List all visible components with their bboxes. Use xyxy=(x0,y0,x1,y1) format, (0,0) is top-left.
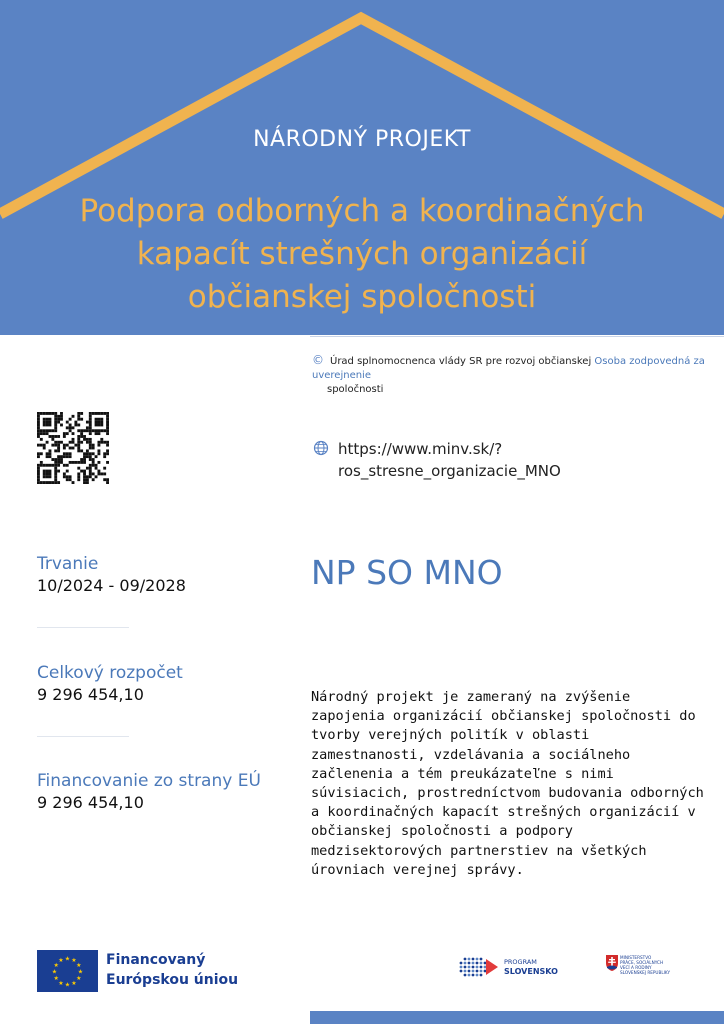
duration-label: Trvanie xyxy=(37,554,99,574)
title-line: Podpora odborných a koordinačných xyxy=(79,193,645,229)
svg-text:★: ★ xyxy=(71,979,77,987)
kicker-label: NÁRODNÝ PROJEKT xyxy=(253,127,471,152)
project-description: Národný projekt je zameraný na zvýšenie zapojenia organizácií občianskej spoločnosti do tvorby verejných politík v oblasti zamestnanosti, vzdelávania a sociálneho začlenenia a tém preukázateľne s nimi súvisiacich, prostredníctvom budovania odborných a koordinačných kapacít strešných organizácií v občianskej spoločnosti a podpory medzisektorových partnerstiev na všetkých úrovniach verejnej správy. xyxy=(311,689,704,878)
eu-funding-label: Financovanie zo strany EÚ xyxy=(37,771,261,791)
project-title xyxy=(40,190,684,319)
budget-value: 9 296 454,10 xyxy=(37,685,144,704)
budget-label: Celkový rozpočet xyxy=(37,663,183,683)
eu-funding-logo-text xyxy=(106,950,238,990)
program-slovensko-logo-icon xyxy=(458,955,502,981)
eu-flag-icon xyxy=(37,950,98,992)
ministry-line: VECÍ A RODINY xyxy=(620,965,652,970)
copyright-icon: © xyxy=(312,353,324,367)
website-url[interactable]: https://www.minv.sk/? xyxy=(338,440,503,458)
ministry-text xyxy=(620,955,680,975)
ministry-line: MINISTERSTVO xyxy=(620,955,652,960)
svg-text:★: ★ xyxy=(51,968,58,976)
svg-text:★: ★ xyxy=(77,968,84,976)
bottom-bar xyxy=(310,1011,724,1024)
eu-text-line: Európskou úniou xyxy=(106,972,239,988)
responsible-org: Úrad splnomocnenca vlády SR pre rozvoj občianskej xyxy=(330,356,592,367)
divider xyxy=(310,336,724,337)
globe-icon xyxy=(313,440,329,456)
qr-code-icon[interactable] xyxy=(37,412,109,484)
ministry-line: SLOVENSKEJ REPUBLIKY xyxy=(620,970,671,975)
responsible-info xyxy=(312,353,712,397)
ministry-line: PRÁCE, SOCIÁLNYCH xyxy=(620,960,664,965)
svg-text:★: ★ xyxy=(53,962,59,969)
program-small: PROGRAM xyxy=(504,958,537,966)
duration-value: 10/2024 - 09/2028 xyxy=(37,576,186,595)
responsible-org-cont: spoločnosti xyxy=(327,384,384,395)
eu-funding-value: 9 296 454,10 xyxy=(37,793,144,812)
eu-text-line: Financovaný xyxy=(106,952,206,968)
slovak-coat-of-arms-icon xyxy=(606,955,618,971)
title-line: občianskej spoločnosti xyxy=(187,279,537,315)
svg-text:★: ★ xyxy=(64,981,71,989)
svg-text:★: ★ xyxy=(53,975,59,982)
svg-text:★: ★ xyxy=(71,957,77,965)
divider xyxy=(37,627,129,628)
svg-text:★: ★ xyxy=(76,962,82,969)
website xyxy=(313,438,561,482)
title-line: kapacít strešných organizácií xyxy=(136,236,588,272)
svg-text:★: ★ xyxy=(58,979,64,987)
svg-text:★: ★ xyxy=(58,957,64,965)
project-code: NP SO MNO xyxy=(311,553,503,592)
header-banner xyxy=(0,0,724,335)
svg-text:★: ★ xyxy=(64,955,71,963)
divider xyxy=(37,736,129,737)
website-url-cont[interactable]: ros_stresne_organizacie_MNO xyxy=(338,462,561,480)
program-big: SLOVENSKO xyxy=(504,967,558,976)
program-slovensko-text xyxy=(504,958,558,977)
svg-text:★: ★ xyxy=(76,975,82,982)
responsible-person-link[interactable]: Osoba zodpovedná za uverejnenie xyxy=(312,356,705,381)
